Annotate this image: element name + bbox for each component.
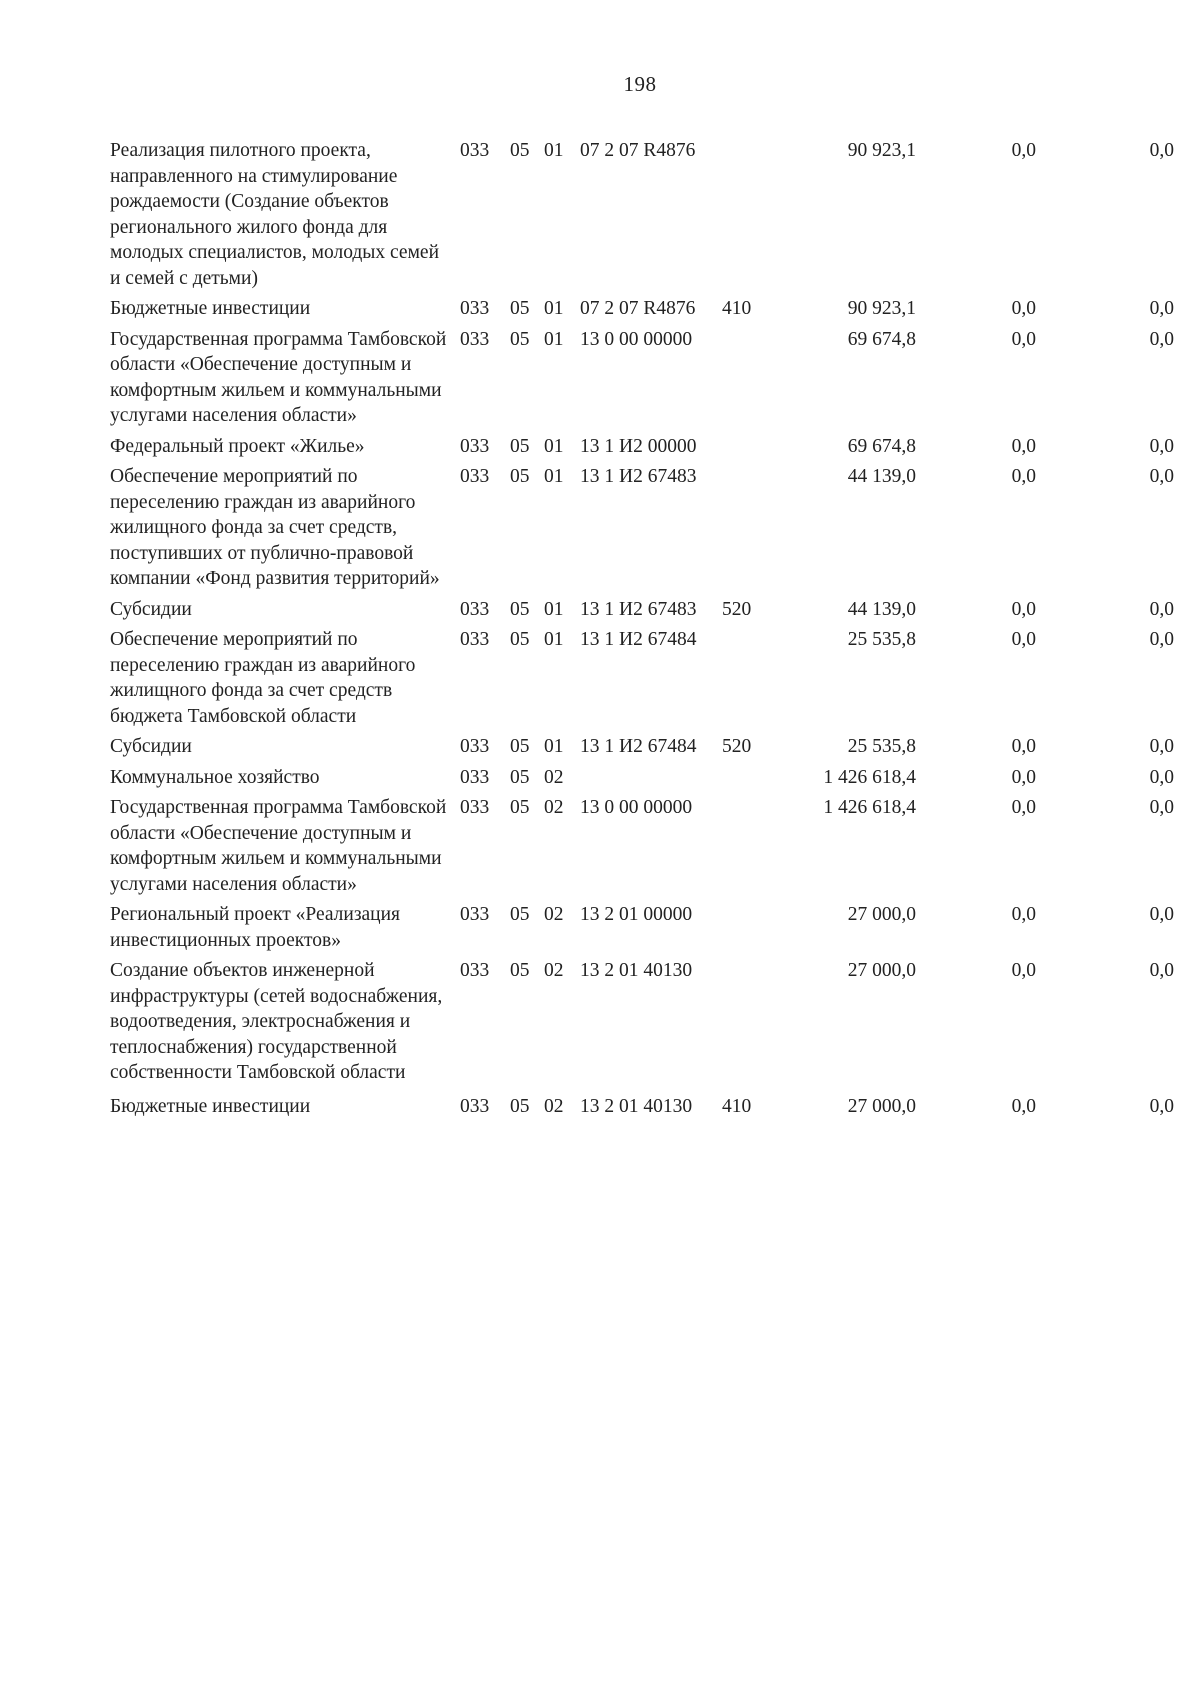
expense-type-code: 520 <box>722 736 752 757</box>
table-row <box>110 958 1190 1086</box>
section-code: 05 <box>510 629 530 650</box>
section-code: 05 <box>510 766 530 788</box>
amount-year-2: 0,0 <box>1011 598 1036 620</box>
row-name: Государственная программа Тамбовской области «Обеспечение доступным и комфортным жильем и коммунальными услугами населения области» <box>110 797 447 895</box>
ved-code: 033 <box>460 328 490 350</box>
row-name: Обеспечение мероприятий по переселению граждан из аварийного жилищного фонда за счет средств бюджета Тамбовской области <box>110 629 416 727</box>
ved-code: 033 <box>460 298 490 319</box>
ved-code: 033 <box>460 1095 490 1117</box>
section-code: 05 <box>510 904 530 925</box>
row-name: Государственная программа Тамбовской области «Обеспечение доступным и комфортным жильем и коммунальными услугами населения области» <box>110 328 447 426</box>
row-name: Коммунальное хозяйство <box>110 766 320 788</box>
subsection-code: 01 <box>544 328 564 350</box>
subsection-code: 01 <box>544 736 564 757</box>
section-code: 05 <box>510 960 530 981</box>
amount-year-2: 0,0 <box>1011 1095 1036 1117</box>
amount-year-1: 69 674,8 <box>847 435 916 457</box>
row-name: Субсидии <box>110 598 192 620</box>
page-number: 198 <box>623 72 657 96</box>
amount-year-3: 0,0 <box>1149 1095 1174 1117</box>
ved-code: 033 <box>460 736 490 757</box>
amount-year-1: 27 000,0 <box>847 960 916 981</box>
amount-year-3: 0,0 <box>1149 629 1174 650</box>
expense-type-code: 520 <box>722 598 752 620</box>
amount-year-1: 90 923,1 <box>847 140 916 161</box>
subsection-code: 02 <box>544 960 564 981</box>
ved-code: 033 <box>460 904 490 925</box>
amount-year-1: 27 000,0 <box>847 1095 916 1117</box>
ved-code: 033 <box>460 766 490 788</box>
target-article-code: 13 2 01 40130 <box>580 960 693 981</box>
ved-code: 033 <box>460 797 490 818</box>
target-article-code: 13 1 И2 67483 <box>580 466 697 487</box>
section-code: 05 <box>510 435 530 457</box>
amount-year-1: 27 000,0 <box>847 904 916 925</box>
amount-year-2: 0,0 <box>1011 960 1036 981</box>
ved-code: 033 <box>460 629 490 650</box>
amount-year-2: 0,0 <box>1011 298 1036 319</box>
ved-code: 033 <box>460 960 490 981</box>
section-code: 05 <box>510 140 530 161</box>
subsection-code: 02 <box>544 797 564 818</box>
table-row <box>110 627 1190 729</box>
row-name: Обеспечение мероприятий по переселению граждан из аварийного жилищного фонда за счет средств, поступивших от публично-правовой компании «Фонд развития территорий» <box>110 466 440 589</box>
expense-type-code: 410 <box>722 1095 752 1117</box>
amount-year-2: 0,0 <box>1011 140 1036 161</box>
amount-year-2: 0,0 <box>1011 797 1036 818</box>
table-row <box>110 765 1190 791</box>
amount-year-3: 0,0 <box>1149 598 1174 620</box>
target-article-code: 13 1 И2 67484 <box>580 629 697 650</box>
amount-year-1: 44 139,0 <box>847 466 916 487</box>
subsection-code: 01 <box>544 298 564 319</box>
table-row <box>110 138 1190 291</box>
table-row <box>110 1094 1190 1120</box>
amount-year-3: 0,0 <box>1149 298 1174 319</box>
section-code: 05 <box>510 736 530 757</box>
amount-year-2: 0,0 <box>1011 736 1036 757</box>
amount-year-1: 1 426 618,4 <box>823 797 916 818</box>
amount-year-2: 0,0 <box>1011 328 1036 350</box>
table-row <box>110 734 1190 760</box>
target-article-code: 13 2 01 00000 <box>580 904 693 925</box>
row-name: Региональный проект «Реализация инвестиционных проектов» <box>110 904 401 951</box>
budget-table <box>110 133 1190 1119</box>
subsection-code: 02 <box>544 1095 564 1117</box>
amount-year-1: 25 535,8 <box>847 736 916 757</box>
ved-code: 033 <box>460 466 490 487</box>
row-name: Реализация пилотного проекта, направленного на стимулирование рождаемости (Создание объектов регионального жилого фонда для молодых специалистов, молодых семей и семей с детьми) <box>110 140 440 289</box>
section-code: 05 <box>510 298 530 319</box>
section-code: 05 <box>510 1095 530 1117</box>
target-article-code: 13 0 00 00000 <box>580 797 693 818</box>
target-article-code: 13 1 И2 67483 <box>580 598 697 620</box>
amount-year-3: 0,0 <box>1149 466 1174 487</box>
target-article-code: 13 2 01 40130 <box>580 1095 693 1117</box>
table-row <box>110 296 1190 322</box>
section-code: 05 <box>510 598 530 620</box>
target-article-code: 07 2 07 R4876 <box>580 140 696 161</box>
amount-year-1: 1 426 618,4 <box>823 766 916 788</box>
table-row <box>110 597 1190 623</box>
subsection-code: 01 <box>544 466 564 487</box>
row-name: Федеральный проект «Жилье» <box>110 435 365 457</box>
table-row <box>110 795 1190 897</box>
subsection-code: 02 <box>544 766 564 788</box>
amount-year-2: 0,0 <box>1011 766 1036 788</box>
target-article-code: 13 1 И2 00000 <box>580 435 697 457</box>
table-row <box>110 902 1190 953</box>
target-article-code: 13 0 00 00000 <box>580 328 693 350</box>
amount-year-1: 44 139,0 <box>847 598 916 620</box>
table-row <box>110 327 1190 429</box>
subsection-code: 01 <box>544 435 564 457</box>
amount-year-1: 90 923,1 <box>847 298 916 319</box>
expense-type-code: 410 <box>722 298 752 319</box>
table-row <box>110 434 1190 460</box>
amount-year-3: 0,0 <box>1149 140 1174 161</box>
amount-year-3: 0,0 <box>1149 766 1174 788</box>
amount-year-3: 0,0 <box>1149 960 1174 981</box>
subsection-code: 01 <box>544 140 564 161</box>
amount-year-1: 69 674,8 <box>847 328 916 350</box>
table-row <box>110 464 1190 592</box>
row-name: Бюджетные инвестиции <box>110 298 311 319</box>
amount-year-3: 0,0 <box>1149 435 1174 457</box>
row-name: Бюджетные инвестиции <box>110 1095 311 1117</box>
subsection-code: 02 <box>544 904 564 925</box>
ved-code: 033 <box>460 140 490 161</box>
amount-year-2: 0,0 <box>1011 629 1036 650</box>
subsection-code: 01 <box>544 629 564 650</box>
row-name: Субсидии <box>110 736 192 757</box>
amount-year-3: 0,0 <box>1149 797 1174 818</box>
amount-year-3: 0,0 <box>1149 736 1174 757</box>
subsection-code: 01 <box>544 598 564 620</box>
ved-code: 033 <box>460 598 490 620</box>
target-article-code: 07 2 07 R4876 <box>580 298 696 319</box>
amount-year-2: 0,0 <box>1011 466 1036 487</box>
amount-year-2: 0,0 <box>1011 435 1036 457</box>
target-article-code: 13 1 И2 67484 <box>580 736 697 757</box>
section-code: 05 <box>510 466 530 487</box>
section-code: 05 <box>510 797 530 818</box>
amount-year-1: 25 535,8 <box>847 629 916 650</box>
amount-year-2: 0,0 <box>1011 904 1036 925</box>
amount-year-3: 0,0 <box>1149 328 1174 350</box>
ved-code: 033 <box>460 435 490 457</box>
section-code: 05 <box>510 328 530 350</box>
amount-year-3: 0,0 <box>1149 904 1174 925</box>
row-name: Создание объектов инженерной инфраструктуры (сетей водоснабжения, водоотведения, электроснабжения и теплоснабжения) государственной собственности Тамбовской области <box>110 960 443 1083</box>
